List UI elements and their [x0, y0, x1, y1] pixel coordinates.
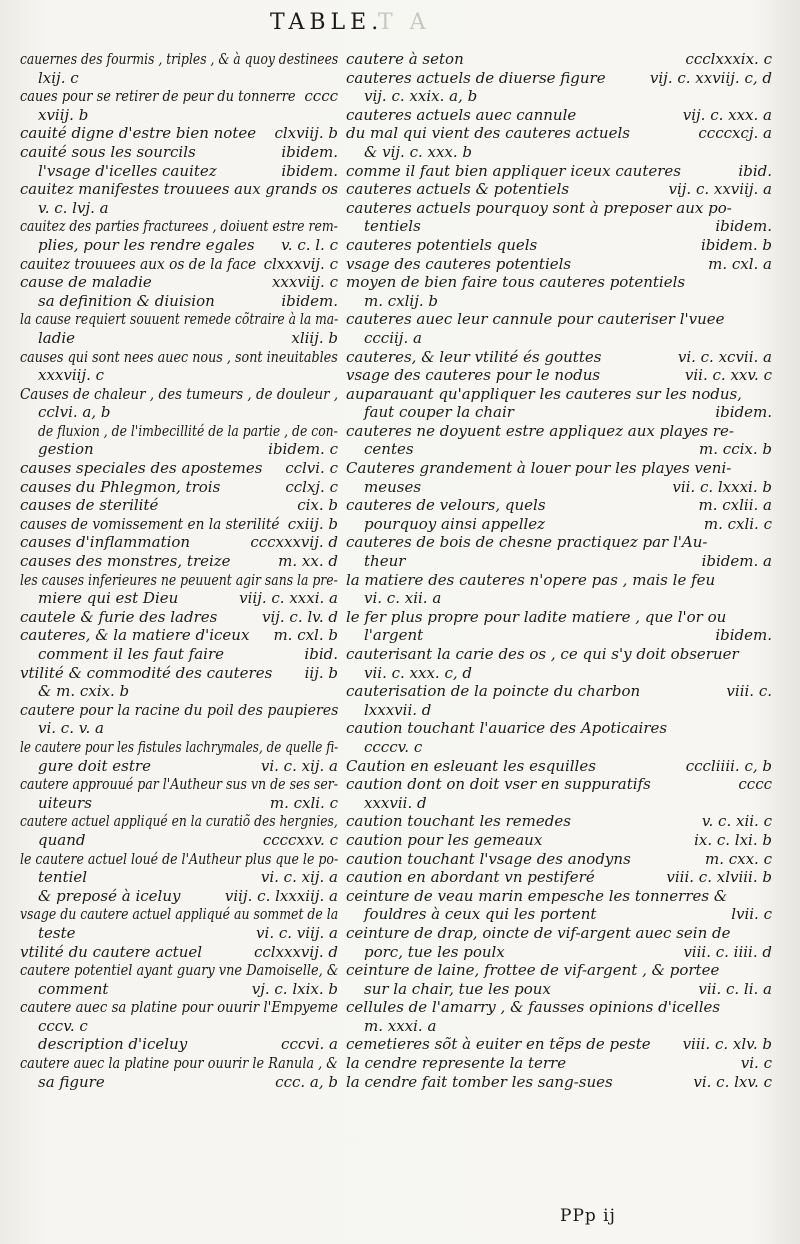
entry-reference: m. cxlii. a: [698, 496, 772, 515]
entry-reference: vii. c. li. a: [698, 979, 772, 998]
index-entry: [20, 980, 338, 999]
index-entry: [346, 106, 772, 125]
entry-reference: ibidem. a: [701, 552, 772, 571]
index-entry: [346, 626, 772, 645]
entry-reference: vi. c. xij. a: [260, 756, 338, 775]
index-entry: [20, 1035, 338, 1054]
index-entry: [20, 180, 338, 199]
index-entry: [346, 1017, 772, 1036]
entry-reference: m. cxl. a: [708, 254, 772, 273]
entry-text: cccv. c: [38, 1016, 88, 1035]
entry-text: vsage du cautere actuel appliqué au sommet de la: [20, 905, 339, 924]
entry-text: vtilité du cautere actuel: [20, 942, 203, 961]
entry-text: vtilité & commodité des cauteres: [20, 663, 273, 682]
index-entry: [346, 440, 772, 459]
entry-reference: viij. c. xxxi. a: [239, 589, 338, 608]
index-entry: [20, 831, 338, 850]
entry-text: le cautere pour les fistules lachrymales, de quelle fi-: [20, 737, 339, 756]
index-entry: [346, 292, 772, 311]
index-entry: [20, 738, 338, 757]
index-column-right: [346, 50, 772, 1230]
entry-reference: m. cxli. c: [269, 793, 338, 812]
index-entry: [20, 1054, 338, 1073]
entry-text: cautere actuel appliqué en la curatiõ des hergnies,: [20, 812, 338, 831]
entry-reference: viij. c. lxxxiij. a: [224, 886, 338, 905]
entry-text: Causes de chaleur , des tumeurs , de douleur ,: [20, 384, 339, 403]
index-entry: [20, 217, 338, 236]
index-entry: [346, 50, 772, 69]
index-entry: [20, 329, 338, 348]
entry-reference: ibidem. c: [268, 440, 338, 459]
entry-text: xxxviij. c: [38, 366, 105, 385]
index-entry: [20, 478, 338, 497]
entry-text: & vij. c. xxx. b: [364, 142, 473, 161]
entry-text: m. xxxi. a: [364, 1016, 437, 1035]
entry-text: cauteres de velours, quels: [346, 496, 546, 515]
index-entry: [346, 924, 772, 943]
entry-text: vi. c. xii. a: [364, 589, 442, 608]
entry-reference: cclxxxvij. d: [253, 942, 338, 961]
entry-reference: xliij. b: [291, 328, 338, 347]
page-header: [0, 4, 800, 40]
entry-text: gestion: [38, 440, 94, 459]
entry-text: cautere auec sa platine pour ouurir l'Empyeme: [20, 998, 338, 1017]
entry-text: caution en abordant vn pestiferé: [346, 868, 595, 887]
entry-text: comment il les faut faire: [38, 645, 225, 663]
entry-reference: m. cxli. c: [703, 514, 772, 533]
index-entry: [20, 924, 338, 943]
entry-reference: ibidem.: [715, 626, 772, 645]
entry-reference: viii. c. xlviii. b: [666, 868, 772, 887]
index-entry: [346, 236, 772, 255]
index-entry: [20, 533, 338, 552]
entry-reference: ccccxcj. a: [698, 124, 772, 143]
index-entry: [20, 812, 338, 831]
entry-text: plies, pour les rendre egales: [38, 235, 255, 254]
entry-text: porc, tue les poulx: [364, 942, 505, 961]
entry-text: & preposé à iceluy: [38, 886, 181, 905]
entry-reference: v. c. xii. c: [701, 812, 772, 831]
entry-text: cclvi. a, b: [38, 403, 111, 422]
entry-reference: m. xx. d: [278, 552, 338, 571]
entry-text: & m. cxix. b: [38, 682, 130, 701]
index-entry: [20, 608, 338, 627]
index-entry: [20, 961, 338, 980]
entry-text: vsage des cauteres potentiels: [346, 254, 572, 273]
index-entry: [20, 143, 338, 162]
entry-text: ceinture de laine, frottee de vif-argent , & portee: [346, 961, 720, 980]
index-entry: [20, 626, 338, 645]
entry-reference: vij. c. xxx. a: [682, 105, 772, 124]
index-entry: [20, 664, 338, 683]
entry-reference: viii. c. xlv. b: [682, 1035, 772, 1054]
entry-text: description d'iceluy: [38, 1035, 188, 1054]
index-entry: [346, 533, 772, 552]
entry-reference: vi. c. xij. a: [260, 868, 338, 887]
entry-text: cauteres, & la matiere d'iceux: [20, 626, 250, 645]
index-entry: [346, 905, 772, 924]
entry-reference: viii. c.: [726, 682, 772, 701]
entry-text: ceinture de drap, oincte de vif-argent auec sein de: [346, 923, 731, 942]
entry-reference: lvii. c: [731, 905, 772, 924]
entry-text: cauteres auec leur cannule pour cauteriser l'vuee: [346, 310, 725, 329]
entry-text: cellules de l'amarry , & fausses opinions d'icelles: [346, 998, 721, 1017]
entry-reference: ibidem.: [715, 217, 772, 236]
index-entry: [20, 1073, 338, 1092]
index-entry: [346, 366, 772, 385]
entry-text: meuses: [364, 477, 422, 496]
entry-reference: cix. b: [297, 496, 338, 515]
index-entry: [346, 329, 772, 348]
entry-text: vsage des cauteres pour le nodus: [346, 366, 601, 385]
entry-reference: ibid.: [738, 161, 772, 180]
entry-text: cautere pour la racine du poil des paupieres: [20, 700, 339, 719]
entry-reference: cccvi. a: [281, 1035, 338, 1054]
index-entry: [20, 236, 338, 255]
entry-text: les causes inferieures ne peuuent agir sans la pre-: [20, 570, 338, 589]
index-entry: [346, 608, 772, 627]
index-entry: [20, 292, 338, 311]
entry-reference: vi. c. xcvii. a: [677, 347, 772, 366]
entry-reference: iij. b: [304, 663, 338, 682]
entry-reference: cccliiii. c, b: [685, 756, 772, 775]
entry-text: quand: [38, 830, 86, 849]
index-entry: [20, 106, 338, 125]
entry-text: cauteres ne doyuent estre appliquez aux playes re-: [346, 421, 734, 440]
index-entry: [346, 403, 772, 422]
entry-reference: vi. c: [740, 1054, 772, 1073]
entry-text: cause de maladie: [20, 273, 152, 292]
entry-text: causes qui sont nees auec nous , sont ineuitables: [20, 347, 338, 366]
index-entry: [346, 199, 772, 218]
index-entry: [346, 775, 772, 794]
entry-reference: ibid.: [304, 645, 338, 663]
index-entry: [346, 180, 772, 199]
index-entry: [346, 645, 772, 664]
entry-reference: vij. c. lv. d: [261, 607, 338, 626]
entry-text: causes du Phlegmon, trois: [20, 477, 221, 496]
index-entry: [346, 831, 772, 850]
index-entry: [20, 868, 338, 887]
entry-reference: cclvi. c: [285, 459, 338, 478]
index-entry: [346, 348, 772, 367]
index-entry: [20, 422, 338, 441]
entry-reference: cxiij. b: [287, 514, 338, 533]
entry-text: causes speciales des apostemes: [20, 459, 263, 478]
entry-text: causes de vomissement en la sterilité: [20, 514, 280, 533]
entry-reference: cccc: [304, 87, 338, 106]
entry-text: cauitez des parties fracturees , doiuent estre rem-: [20, 217, 338, 236]
entry-reference: vi. c. lxv. c: [693, 1072, 772, 1091]
entry-text: moyen de bien faire tous cauteres potentiels: [346, 273, 686, 292]
entry-text: teste: [38, 923, 76, 942]
entry-text: cautere potentiel ayant guary vne Damoiselle, &: [20, 961, 339, 980]
entry-text: cauernes des fourmis , triples , & à quoy destinees: [20, 50, 339, 68]
entry-text: fouldres à ceux qui les portent: [364, 905, 597, 924]
entry-text: cauitez trouuees aux os de la face: [20, 254, 257, 273]
entry-text: theur: [364, 552, 406, 571]
index-entry: [20, 385, 338, 404]
entry-text: de fluxion , de l'imbecillité de la partie , de con-: [38, 421, 338, 440]
entry-reference: ccclxxxix. c: [685, 50, 772, 68]
index-column-left: [20, 50, 338, 1230]
entry-text: cauteres actuels auec cannule: [346, 105, 577, 124]
entry-text: v. c. lvj. a: [38, 198, 109, 217]
index-entry: [346, 719, 772, 738]
index-entry: [346, 738, 772, 757]
entry-reference: vi. c. viij. a: [256, 923, 338, 942]
index-entry: [346, 87, 772, 106]
entry-text: cauteres potentiels quels: [346, 235, 538, 254]
entry-text: caution touchant l'auarice des Apoticaires: [346, 719, 668, 738]
index-entry: [346, 143, 772, 162]
entry-text: cauité digne d'estre bien notee: [20, 124, 257, 143]
index-entry: [346, 385, 772, 404]
entry-text: cauteres actuels pourquoy sont à preposer aux po-: [346, 198, 732, 217]
entry-text: cautele & furie des ladres: [20, 607, 218, 626]
entry-text: ladie: [38, 328, 76, 347]
entry-text: caution dont on doit vser en suppuratifs: [346, 775, 651, 794]
entry-text: cauteres actuels & potentiels: [346, 180, 570, 199]
index-entry: [20, 682, 338, 701]
index-entry: [20, 998, 338, 1017]
entry-reference: ibidem.: [281, 291, 338, 310]
index-entry: [346, 1035, 772, 1054]
entry-text: uiteurs: [38, 793, 92, 812]
index-entry: [20, 162, 338, 181]
entry-text: ceinture de veau marin empesche les tonnerres &: [346, 886, 728, 905]
index-entry: [346, 422, 772, 441]
entry-text: le fer plus propre pour ladite matiere , que l'or ou: [346, 607, 727, 626]
entry-reference: ccccxxv. c: [262, 830, 338, 849]
index-entry: [20, 87, 338, 106]
index-entry: [346, 273, 772, 292]
entry-text: cauteres actuels de diuerse figure: [346, 68, 606, 87]
index-entry: [20, 496, 338, 515]
entry-reference: xxxviij. c: [271, 273, 338, 292]
entry-text: lxxxvii. d: [364, 700, 432, 719]
entry-reference: ibidem.: [281, 142, 338, 161]
entry-text: caution touchant les remedes: [346, 812, 571, 831]
entry-text: centes: [364, 440, 414, 459]
index-entry: [20, 794, 338, 813]
index-entry: [20, 589, 338, 608]
index-entry: [20, 273, 338, 292]
entry-text: xxxvii. d: [364, 793, 427, 812]
entry-text: la cendre represente la terre: [346, 1054, 567, 1073]
entry-text: pourquoy ainsi appellez: [364, 514, 546, 533]
entry-reference: cccc: [738, 775, 772, 794]
index-entry: [346, 812, 772, 831]
index-entry: [346, 459, 772, 478]
index-entry: [346, 850, 772, 869]
entry-text: caution touchant l'vsage des anodyns: [346, 849, 631, 868]
entry-reference: vii. c. xxv. c: [684, 366, 772, 385]
index-entry: [20, 552, 338, 571]
entry-text: la matiere des cauteres n'opere pas , mais le feu: [346, 570, 716, 589]
entry-reference: vj. c. lxix. b: [251, 979, 338, 998]
index-entry: [346, 1073, 772, 1092]
index-entry: [20, 701, 338, 720]
entry-text: le cautere actuel loué de l'Autheur plus que le po-: [20, 849, 339, 868]
index-entry: [346, 310, 772, 329]
entry-reference: ix. c. lxi. b: [694, 830, 772, 849]
index-entry: [346, 496, 772, 515]
index-entry: [20, 255, 338, 274]
entry-text: cauteres, & leur vtilité és gouttes: [346, 347, 602, 366]
entry-reference: v. c. l. c: [281, 235, 338, 254]
index-entry: [346, 887, 772, 906]
entry-text: ccccv. c: [364, 737, 423, 756]
entry-text: m. cxlij. b: [364, 291, 439, 310]
index-entry: [346, 998, 772, 1017]
index-entry: [346, 1054, 772, 1073]
entry-reference: ibidem.: [715, 403, 772, 422]
index-entry: [346, 868, 772, 887]
index-entry: [20, 459, 338, 478]
index-entry: [20, 757, 338, 776]
entry-text: sa definition & diuision: [38, 291, 215, 310]
entry-reference: cclxj. c: [285, 477, 338, 496]
index-entry: [346, 943, 772, 962]
signature-mark: PPp ij: [560, 1206, 616, 1226]
index-entry: [20, 571, 338, 590]
index-entry: [346, 682, 772, 701]
entry-text: ccciij. a: [364, 328, 422, 347]
index-entry: [346, 757, 772, 776]
entry-text: xviij. b: [38, 105, 89, 124]
entry-text: caution pour les gemeaux: [346, 830, 543, 849]
entry-text: tentiels: [364, 217, 421, 236]
index-entry: [346, 478, 772, 497]
entry-text: miere qui est Dieu: [38, 589, 179, 608]
entry-text: la cause requiert souuent remede cõtraire à la ma-: [20, 310, 339, 329]
index-entry: [20, 905, 338, 924]
index-entry: [20, 943, 338, 962]
entry-text: gure doit estre: [38, 756, 151, 775]
index-entry: [346, 961, 772, 980]
index-entry: [20, 850, 338, 869]
entry-text: la cendre fait tomber les sang-sues: [346, 1072, 613, 1091]
index-entry: [20, 124, 338, 143]
entry-text: causes de sterilité: [20, 496, 159, 515]
entry-text: tentiel: [38, 868, 88, 887]
entry-reference: clxviij. b: [274, 124, 338, 143]
entry-text: lxij. c: [38, 68, 79, 87]
index-entry: [20, 515, 338, 534]
entry-text: cautere à seton: [346, 50, 464, 68]
entry-reference: ibidem.: [281, 161, 338, 180]
index-entry: [346, 515, 772, 534]
entry-text: Caution en esleuant les esquilles: [346, 756, 596, 775]
entry-text: cauterisant la carie des os , ce qui s'y doit obseruer: [346, 645, 739, 663]
entry-text: cauitez manifestes trouuees aux grands os: [20, 180, 339, 199]
entry-text: cautere auec la platine pour ouurir le Ranula , &: [20, 1054, 338, 1073]
index-entry: [346, 69, 772, 88]
entry-text: l'argent: [364, 626, 424, 645]
entry-text: comme il faut bien appliquer iceux cauteres: [346, 161, 681, 180]
entry-text: cemetieres sõt à euiter en tẽps de peste: [346, 1035, 651, 1054]
entry-text: l'vsage d'icelles cauitez: [38, 161, 217, 180]
index-entry: [346, 571, 772, 590]
entry-reference: m. cxl. b: [273, 626, 338, 645]
index-entry: [20, 199, 338, 218]
index-entry: [20, 366, 338, 385]
entry-text: Cauteres grandement à louer pour les playes veni-: [346, 459, 732, 478]
index-entry: [20, 719, 338, 738]
index-entry: [346, 701, 772, 720]
entry-text: causes d'inflammation: [20, 533, 191, 552]
entry-reference: cccxxxvij. d: [250, 533, 338, 552]
index-entry: [20, 69, 338, 88]
entry-text: caues pour se retirer de peur du tonnerre: [20, 87, 296, 106]
entry-text: vi. c. v. a: [38, 719, 104, 738]
entry-text: du mal qui vient des cauteres actuels: [346, 124, 630, 143]
entry-text: cauterisation de la poincte du charbon: [346, 682, 641, 701]
index-entry: [346, 664, 772, 683]
entry-reference: m. ccix. b: [699, 440, 772, 459]
entry-reference: ccc. a, b: [275, 1072, 338, 1091]
entry-text: causes des monstres, treize: [20, 552, 231, 571]
entry-reference: vij. c. xxviij. a: [668, 180, 772, 199]
entry-text: sa figure: [38, 1072, 105, 1091]
index-entry: [346, 552, 772, 571]
index-entry: [20, 1017, 338, 1036]
index-entry: [20, 403, 338, 422]
index-entry: [346, 794, 772, 813]
entry-text: comment: [38, 979, 109, 998]
index-entry: [20, 645, 338, 664]
entry-text: faut couper la chair: [364, 403, 514, 422]
entry-reference: ibidem. b: [700, 235, 772, 254]
entry-reference: vii. c. lxxxi. b: [672, 477, 772, 496]
index-entry: [20, 775, 338, 794]
entry-text: auparauant qu'appliquer les cauteres sur les nodus,: [346, 384, 742, 403]
entry-reference: clxxxvij. c: [263, 254, 338, 273]
index-entry: [346, 124, 772, 143]
index-entry: [346, 217, 772, 236]
entry-reference: viii. c. iiii. d: [683, 942, 772, 961]
entry-text: cauité sous les sourcils: [20, 142, 196, 161]
index-entry: [346, 255, 772, 274]
entry-reference: vij. c. xxviij. c, d: [649, 68, 772, 87]
entry-text: sur la chair, tue les poux: [364, 979, 551, 998]
index-entry: [346, 162, 772, 181]
index-entry: [20, 348, 338, 367]
entry-text: vij. c. xxix. a, b: [364, 87, 478, 106]
entry-text: vii. c. xxx. c, d: [364, 663, 472, 682]
index-entry: [20, 310, 338, 329]
entry-text: cautere approuué par l'Autheur sus vn de ses ser-: [20, 775, 339, 794]
index-entry: [20, 50, 338, 69]
entry-text: cauteres de bois de chesne practiquez par l'Au-: [346, 533, 708, 552]
index-entry: [346, 589, 772, 608]
index-entry: [20, 440, 338, 459]
page-title: TABLE.: [270, 10, 384, 35]
index-entry: [346, 980, 772, 999]
index-entry: [20, 887, 338, 906]
entry-reference: m. cxx. c: [704, 849, 772, 868]
show-through-text: T A: [378, 10, 431, 35]
